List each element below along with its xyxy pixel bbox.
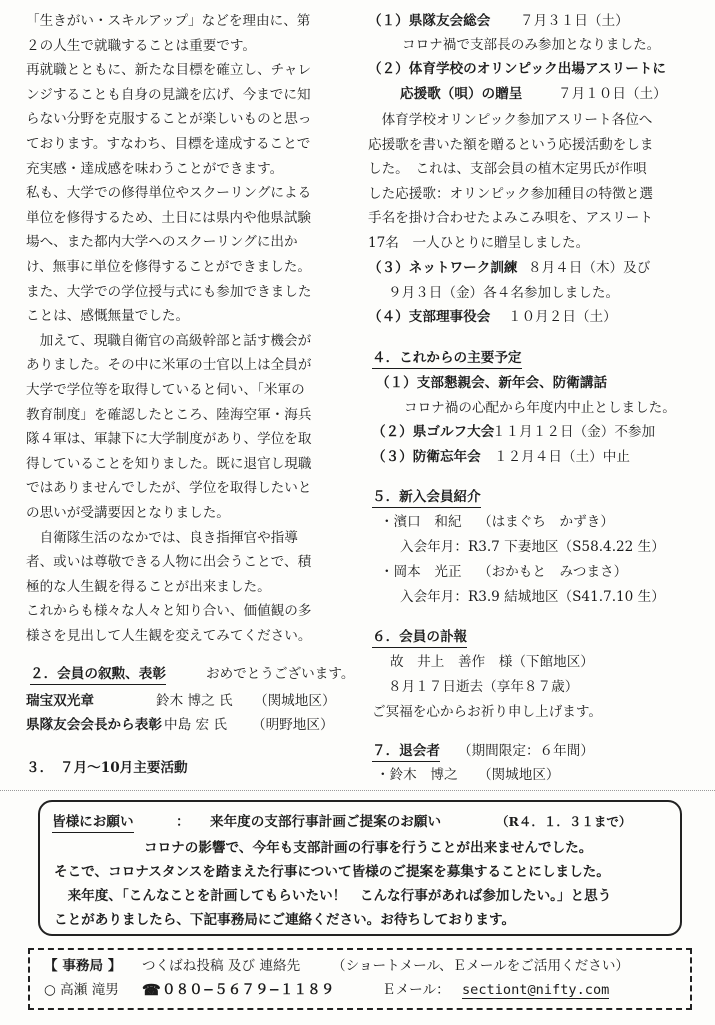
- sec5-heading: ５．新入会員紹介: [372, 491, 481, 505]
- contact-purpose: つくばね投稿 及び 連絡先: [142, 958, 301, 974]
- sec6-line2: ８月１７日逝去（享年８７歳）: [388, 679, 579, 695]
- contact-note: （ショートメール、Ｅメールをご活用ください）: [332, 958, 630, 974]
- sec3-item2-title-1: （２）体育学校のオリンピック出場アスリートに: [368, 61, 666, 77]
- sec4-item2-date: １１月１２日（金）不参加: [492, 424, 656, 440]
- sec4-item2-title: （２）県ゴルフ大会: [372, 424, 495, 440]
- sec4-item1-title: （１）支部懇親会、新年会、防衛講話: [376, 375, 608, 391]
- text-line: け、無事に単位を修得することができました。: [26, 259, 311, 275]
- text-line: 単位を修得するため、土日には県内や他県試験: [26, 209, 311, 226]
- sec4-item3-date: １２月４日（土）中止: [494, 449, 630, 465]
- sec3-item3-title: （３）ネットワーク訓練: [368, 260, 518, 276]
- office-label: 【 事務局 】: [44, 958, 122, 974]
- email-label: Ｅメール：: [382, 982, 450, 998]
- text-line: 加えて、現職自衛官の高級幹部と話す機会が: [26, 332, 312, 349]
- notice-colon: ：: [176, 814, 190, 830]
- notice-label: 皆様にお願い: [52, 816, 134, 830]
- sec6-heading: ６．会員の訃報: [372, 631, 467, 645]
- sec3-item4-date: １０月２日（土）: [508, 309, 617, 325]
- notice-deadline: （R４．１．３１まで）: [496, 814, 632, 829]
- notice-line-2: そこで、コロナスタンスを踏まえた行事について皆様のご提案を募集することにしました。: [54, 864, 610, 880]
- notice-line-4: ことがありましたら、下記事務局にご連絡ください。お待ちしております。: [54, 912, 516, 928]
- text-line: 自衛隊生活のなかでは、良き指揮官や指導: [26, 529, 298, 546]
- email-link[interactable]: sectiont@nifty.com: [462, 982, 610, 998]
- sec3-item3-date: ８月４日（木）及び: [528, 260, 651, 276]
- sec3-item1-date: ７月３１日（土）: [520, 13, 629, 29]
- cut-line-divider: [0, 790, 715, 799]
- sec3-item4-title: （４）支部理事役会: [368, 309, 491, 325]
- sec4-item3-title: （３）防衛忘年会: [372, 449, 481, 465]
- text-line: 極的な人生観を得ることが出来ました。: [26, 578, 271, 595]
- text-line: 大学で学位等を取得していると伺い、「米軍の: [26, 382, 305, 398]
- sec7-heading: ７．退会者: [372, 745, 440, 759]
- notice-line-3: 来年度、「こんなことを計画してもらいたい！ こんな行事があれば参加したい。」と思う: [54, 888, 612, 904]
- text-line: 「生きがい・スキルアップ」などを理由に、第: [26, 13, 311, 29]
- text-line: 者、或いは尊敬できる人物に出会うことで、積: [26, 554, 312, 571]
- sec3-item2-title-2: 応援歌（唄）の贈呈: [400, 86, 523, 102]
- text-line: 体育学校オリンピック参加アスリート各位へ: [368, 112, 653, 128]
- award-row-1-region: （関城地区）: [254, 693, 336, 709]
- notice-line-1: コロナの影響で、今年も支部計画の行事を行うことが出来ませんでした。: [144, 840, 593, 856]
- text-line: ンジすることも自身の見識を広げ、今までに知: [26, 86, 311, 103]
- member-2-joined: 入会年月：R3.9 結城地区（S41.7.10 生）: [400, 589, 665, 605]
- text-line: また、大学での学位授与式にも参加できました: [26, 283, 312, 300]
- text-line: 充実感・達成感を味わうことができます。: [26, 160, 284, 177]
- text-line: 場へ、また都内大学へのスクーリングに出か: [26, 234, 298, 251]
- award-row-1-title: 瑞宝双光章: [26, 693, 94, 709]
- award-row-2-region: （明野地区）: [252, 717, 334, 733]
- notice-title: 来年度の支部行事計画ご提案のお願い: [210, 814, 442, 830]
- member-1-joined: 入会年月：R3.7 下妻地区（S58.4.22 生）: [400, 539, 665, 555]
- text-line: ２の人生で就職することは重要です。: [26, 37, 257, 54]
- contact-person: ○ 高瀬 滝男: [44, 982, 119, 998]
- phone-number: ０８０−５６７９−１１８９: [162, 982, 335, 998]
- text-line: 応援歌を書いた額を贈るという応援活動をしま: [368, 136, 654, 153]
- sec3-item3-desc: ９月３日（金）各４名参加しました。: [388, 285, 620, 301]
- text-line: した。 これは、支部会員の植木定男氏が作唄: [368, 161, 647, 178]
- sec3-item1-desc: コロナ禍で支部長のみ参加となりました。: [402, 37, 661, 53]
- contact-box: [28, 948, 692, 1010]
- phone-icon: ☎: [142, 981, 161, 999]
- text-line: ありました。その中に米軍の士官以上は全員が: [26, 357, 312, 374]
- text-line: 17名 一人ひとりに贈呈しました。: [368, 235, 590, 251]
- member-2-name: ・岡本 光正: [380, 564, 462, 580]
- text-line: 手名を掛け合わせたよみこみ唄を、アスリート: [368, 210, 653, 227]
- text-line: ではありませんでしたが、学位を取得したいと: [26, 480, 312, 497]
- notice-box: [38, 800, 682, 936]
- sec2-heading: ２．会員の叙勲、表彰: [30, 668, 166, 682]
- text-line: 隊４軍は、軍隷下に大学制度があり、学位を取: [26, 431, 312, 448]
- text-line: ております。すなわち、目標を達成することで: [26, 136, 311, 152]
- award-row-2-name: 中島 宏 氏: [164, 717, 228, 733]
- text-line: した応援歌：オリンピック参加種目の特徴と選: [368, 185, 653, 202]
- sec7-line1: ・鈴木 博之 （関城地区）: [376, 767, 560, 783]
- text-line: 私も、大学での修得単位やスクーリングによる: [26, 185, 312, 202]
- text-line: これからも様々な人々と知り合い、価値観の多: [26, 603, 312, 620]
- sec6-line1: 故 井上 善作 様（下館地区）: [390, 654, 594, 670]
- sec4-item1-desc: コロナ禍の心配から年度内中止としました。: [404, 400, 676, 416]
- text-line: 得していることを知りました。既に退官し現職: [26, 455, 312, 472]
- text-line: ことは、感慨無量でした。: [26, 308, 190, 325]
- member-2-reading: （おかもと みつまさ）: [478, 564, 628, 580]
- award-row-1-name: 鈴木 博之 氏: [156, 693, 233, 709]
- text-line: 教育制度」を確認したところ、陸海空軍・海兵: [26, 406, 312, 423]
- sec4-heading: ４．これからの主要予定: [372, 352, 522, 366]
- sec3-heading: ３． ７月〜10月主要活動: [26, 760, 188, 776]
- text-line: らない分野を克服することが楽しいものと思っ: [26, 111, 312, 128]
- sec3-item2-date: ７月１０日（土）: [558, 86, 667, 102]
- sec6-line3: ご冥福を心からお祈り申し上げます。: [372, 704, 603, 720]
- member-1-reading: （はまぐち かずき）: [478, 514, 614, 530]
- member-1-name: ・濱口 和紀: [380, 514, 462, 530]
- text-line: 様さを見出して人生観を変えてみてください。: [26, 628, 312, 644]
- text-line: 再就職とともに、新たな目標を確立し、チャレ: [26, 62, 312, 79]
- text-line: の思いが受講要因となりました。: [26, 505, 230, 521]
- sec3-item1-title: （１）県隊友会総会: [368, 13, 491, 29]
- sec2-note: おめでとうございます。: [206, 666, 355, 682]
- award-row-2-title: 県隊友会会長から表彰: [26, 717, 162, 733]
- sec7-note: （期間限定：６年間）: [458, 743, 594, 759]
